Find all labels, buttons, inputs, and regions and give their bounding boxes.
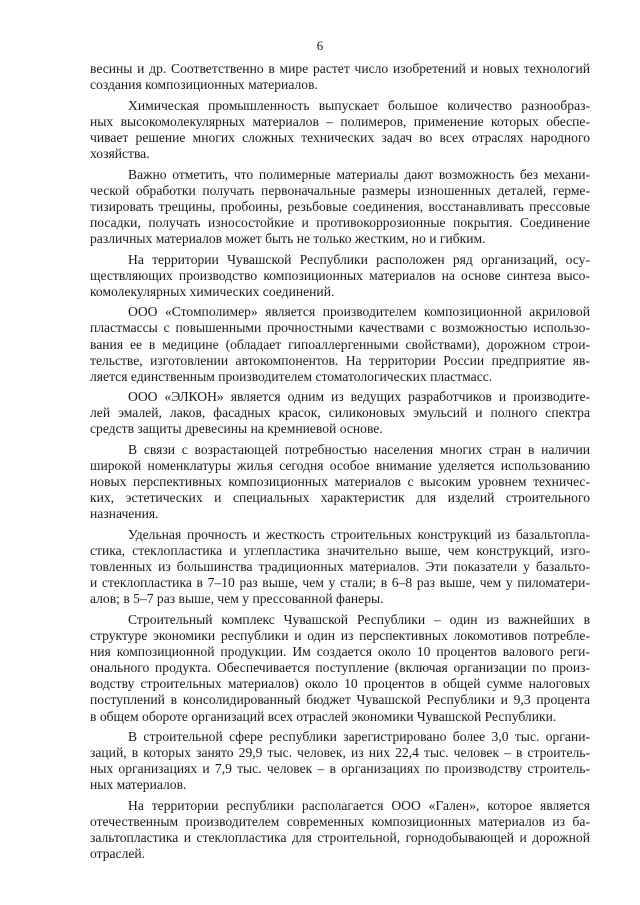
text-line: отечественным производителем современных композиционных материалов из ба- — [90, 814, 590, 830]
paragraph — [90, 798, 590, 862]
text-line: ния композиционной продукции. Им создается около 10 процентов валового реги- — [90, 644, 590, 660]
text-line: товленных из большинства традиционных материалов. Эти показатели у базальто- — [90, 559, 590, 575]
paragraph — [90, 252, 590, 300]
text-line: Строительный комплекс Чувашской Республики – один из важнейших в — [128, 612, 590, 627]
paragraph — [90, 442, 590, 522]
text-line: ких, эстетических и специальных характеристик для изделий строительного — [90, 490, 590, 506]
text-line: весины и др. Соответственно в мире растет число изобретений и новых технологий — [90, 61, 590, 76]
text-line: ных организациях и 7,9 тыс. человек – в организациях по производству строитель- — [90, 761, 590, 777]
body-text — [90, 61, 590, 867]
text-line: отраслей. — [90, 846, 146, 862]
text-line: поступлений в консолидированный бюджет Чувашской Республики и 9,3 процента — [90, 692, 590, 708]
text-line: ООО «Стомполимер» является производителем композиционной акриловой — [128, 304, 590, 320]
text-line: онального продукта. Обеспечивается поступление (включая организации по произ- — [90, 660, 590, 676]
paragraph — [90, 729, 590, 793]
text-line: зальтопластика и стеклопластика для строительной, горнодобывающей и дорожной — [90, 830, 590, 846]
text-line: ных материалов. — [90, 777, 187, 793]
text-line: ляется единственным производителем стоматологических пластмасс. — [90, 368, 493, 384]
text-line: комолекулярных химических соединений. — [90, 283, 335, 299]
text-line: заций, в которых занято 29,9 тыс. человек, из них 22,4 тыс. человек – в строитель- — [90, 745, 590, 761]
paragraph — [90, 98, 590, 162]
text-line: пластмассы с повышенными прочностными качествами с возможностью использо- — [90, 320, 590, 336]
text-line: водству строительных материалов) около 10 процентов в общей сумме налоговых — [90, 676, 590, 692]
text-line: назначения. — [90, 506, 159, 522]
paragraph — [90, 61, 590, 93]
text-line: тизировать трещины, пробоины, резьбовые соединения, восстанавливать прессовые — [90, 198, 590, 214]
text-line: новых перспективных композиционных материалов с высоким уровнем техничес- — [90, 474, 590, 490]
text-line: чивает решение многих сложных технических задач во всех отраслях народного — [90, 129, 590, 145]
text-line: различных материалов может быть не только жестким, но и гибким. — [90, 230, 486, 246]
text-line: создания композиционных материалов. — [90, 77, 318, 93]
text-line: Удельная прочность и жесткость строительных конструкций из базальтопла- — [128, 527, 590, 543]
text-line: Важно отметить, что полимерные материалы дают возможность без механи- — [128, 166, 590, 182]
text-line: ческой обработки получать первоначальные размеры изношенных деталей, герме- — [90, 182, 590, 198]
paragraph — [90, 389, 590, 437]
text-line: структуре экономики республики и один из перспективных локомотивов потребле- — [90, 628, 590, 644]
text-line: в общем обороте организаций всех отраслей экономики Чувашской Республики. — [90, 708, 557, 724]
text-line: стика, стеклопластика и углепластика значительно выше, чем конструкций, изго- — [90, 543, 590, 559]
text-line: На территории Чувашской Республики расположен ряд организаций, осу- — [128, 251, 590, 267]
text-line: широкой номенклатуры жилья сегодня особое внимание уделяется использованию — [90, 458, 590, 474]
text-line: На территории республики располагается ООО «Гален», которое является — [128, 798, 590, 814]
page-number: 6 — [316, 38, 324, 53]
paragraph — [90, 304, 590, 384]
text-line: В связи с возрастающей потребностью населения многих стран в наличии — [128, 442, 590, 458]
text-line: алов; в 5–7 раз выше, чем у прессованной фанеры. — [90, 591, 384, 607]
paragraph — [90, 527, 590, 607]
text-line: ных высокомолекулярных материалов – полимеров, применение которых обеспе- — [90, 113, 590, 129]
text-line: средств защиты древесины на кремниевой основе. — [90, 421, 383, 437]
text-line: ООО «ЭЛКОН» является одним из ведущих разработчиков и производите- — [128, 389, 590, 405]
text-line: и стеклопластика в 7–10 раз выше, чем у стали; в 6–8 раз выше, чем у пиломатери- — [90, 575, 590, 591]
text-line: ществляющих производство композиционных материалов на основе синтеза высо- — [90, 267, 590, 283]
text-line: лей эмалей, лаков, фасадных красок, силиконовых эмульсий и полного спектра — [90, 405, 590, 421]
text-line: В строительной сфере республики зарегистрировано более 3,0 тыс. органи- — [128, 729, 590, 745]
paragraph — [90, 612, 590, 725]
text-line: посадки, получать износостойкие и противокоррозионные покрытия. Соединение — [90, 214, 590, 230]
text-line: Химическая промышленность выпускает большое количество разнообраз- — [128, 97, 590, 113]
text-line: тельстве, изготовлении автокомпонентов. На территории России предприятие яв- — [90, 352, 590, 368]
paragraph — [90, 167, 590, 247]
text-line: вания ее в медицине (обладает гипоаллергенными свойствами), дорожном строи- — [90, 336, 590, 352]
text-line: хозяйства. — [90, 145, 150, 161]
